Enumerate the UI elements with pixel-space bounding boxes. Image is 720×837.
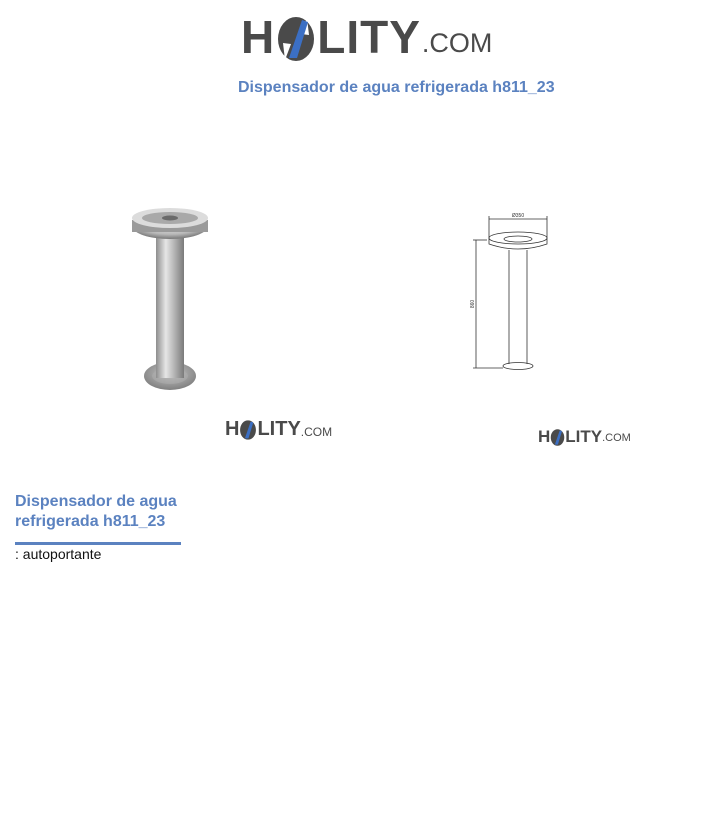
logo-wordmark: LITY (317, 11, 421, 63)
logo-wordmark: LITY (565, 427, 603, 446)
product-spec: : autoportante (15, 546, 102, 562)
logo-wordmark: LITY (257, 418, 301, 440)
product-title: Dispensador de agua refrigerada h811_23 (15, 493, 177, 530)
logo-domain: .COM (300, 425, 333, 439)
logo-o-emblem-icon (550, 428, 565, 447)
logo-o-emblem-icon (239, 419, 257, 441)
logo-letter-h: H (538, 427, 551, 446)
logo-letter-h: H (225, 418, 240, 440)
page-title: Dispensador de agua refrigerada h811_23 (238, 79, 555, 96)
logo-o-emblem-icon (276, 14, 316, 64)
holity-logo-small (225, 419, 332, 439)
logo-letter-h: H (241, 11, 276, 63)
logo-domain: .COM (421, 28, 493, 58)
diameter-label: Ø350 (511, 213, 525, 219)
logo-domain: .COM (602, 432, 631, 444)
technical-drawing[interactable] (465, 208, 555, 376)
product-photo[interactable] (118, 200, 228, 395)
holity-logo[interactable] (241, 11, 493, 63)
section-divider (15, 542, 181, 545)
holity-logo-small (538, 428, 631, 445)
height-label: 860 (470, 299, 476, 309)
